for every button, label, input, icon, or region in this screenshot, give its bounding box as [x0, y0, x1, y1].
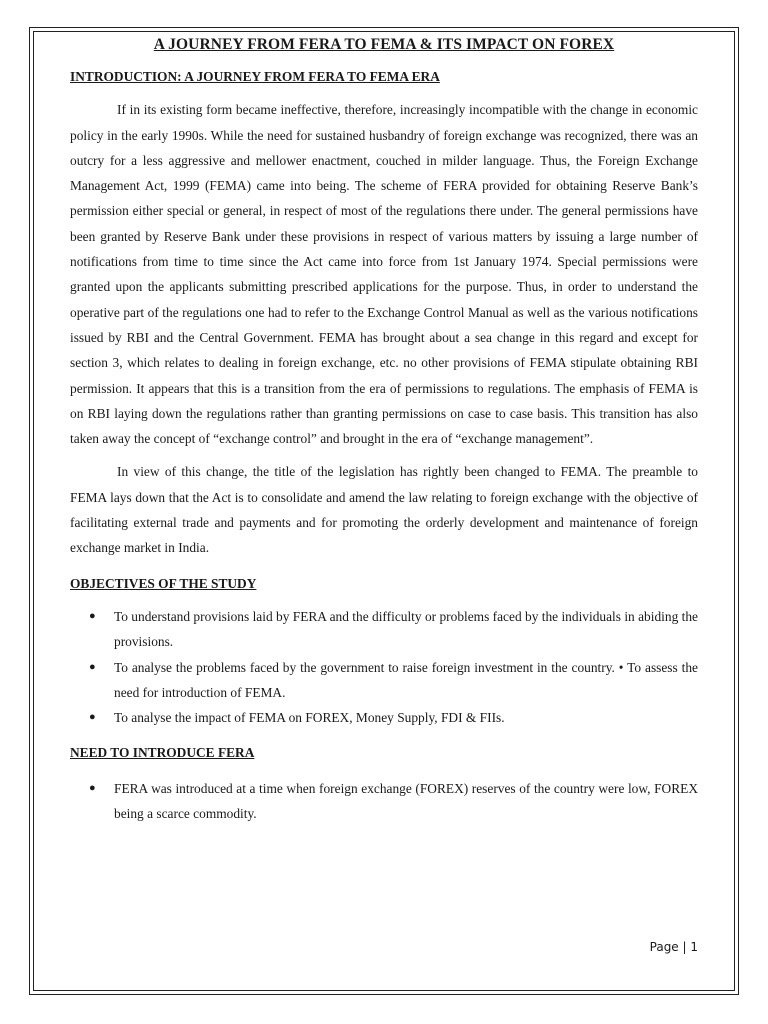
- objectives-list: [70, 604, 698, 730]
- document-body: [70, 64, 698, 826]
- objectives-heading: OBJECTIVES OF THE STUDY: [70, 575, 257, 591]
- list-item: ● To understand provisions laid by FERA and the difficulty or problems faced by the individuals in abiding the provisions.: [70, 604, 698, 655]
- bullet-icon: ●: [89, 609, 96, 622]
- introduction-paragraph-1: If in its existing form became ineffective, therefore, increasingly incompatible with the change in economic policy in the early 1990s. While the need for sustained husbandry of foreign exchange was recognized, there was an outcry for a less aggressive and mellower enactment, couched in milder language. Thus, the Foreign Exchange Management Act, 1999 (FEMA) came into being. The scheme of FERA provided for obtaining Reserve Bank’s permission either special or general, in respect of most of the regulations there under. The general permissions have been granted by Reserve Bank under these provisions in respect of various matters by issuing a large number of notifications from time to time since the Act came into force from 1st January 1974. Special permissions were granted upon the applicants submitting prescribed applications for the purpose. Thus, in order to understand the operative part of the regulations one had to refer to the Exchange Control Manual as well as the various notifications issued by RBI and the Central Government. FEMA has brought about a sea change in this regard and except for section 3, which relates to dealing in foreign exchange, etc. no other provisions of FEMA stipulate obtaining RBI permission. It appears that this is a transition from the era of permissions to regulations. The emphasis of FEMA is on RBI laying down the regulations rather than granting permissions on case to case basis. This transition has also taken away the concept of “exchange control” and brought in the era of “exchange management”.: [70, 102, 698, 447]
- introduction-paragraph-2: In view of this change, the title of the legislation has rightly been changed to FEMA. The preamble to FEMA lays down that the Act is to consolidate and amend the law relating to foreign exchange with the objective of facilitating external trade and payments and for promoting the orderly development and maintenance of foreign exchange market in India.: [70, 464, 698, 556]
- list-item: ● FERA was introduced at a time when foreign exchange (FOREX) reserves of the country were low, FOREX being a scarce commodity.: [70, 776, 698, 827]
- document-title: A JOURNEY FROM FERA TO FEMA & ITS IMPACT ON FOREX: [153, 36, 615, 53]
- bullet-icon: ●: [89, 711, 96, 724]
- list-item: ● To analyse the impact of FEMA on FOREX, Money Supply, FDI & FIIs.: [70, 705, 698, 730]
- need-heading: NEED TO INTRODUCE FERA: [70, 745, 255, 761]
- bullet-icon: ●: [89, 781, 96, 794]
- bullet-icon: ●: [89, 660, 96, 673]
- page-number: Page | 1: [649, 940, 698, 954]
- introduction-heading: INTRODUCTION: A JOURNEY FROM FERA TO FEMA ERA: [70, 69, 440, 84]
- need-list: [70, 776, 698, 827]
- list-item: ● To analyse the problems faced by the government to raise foreign investment in the country. • To assess the need for introduction of FEMA.: [70, 655, 698, 706]
